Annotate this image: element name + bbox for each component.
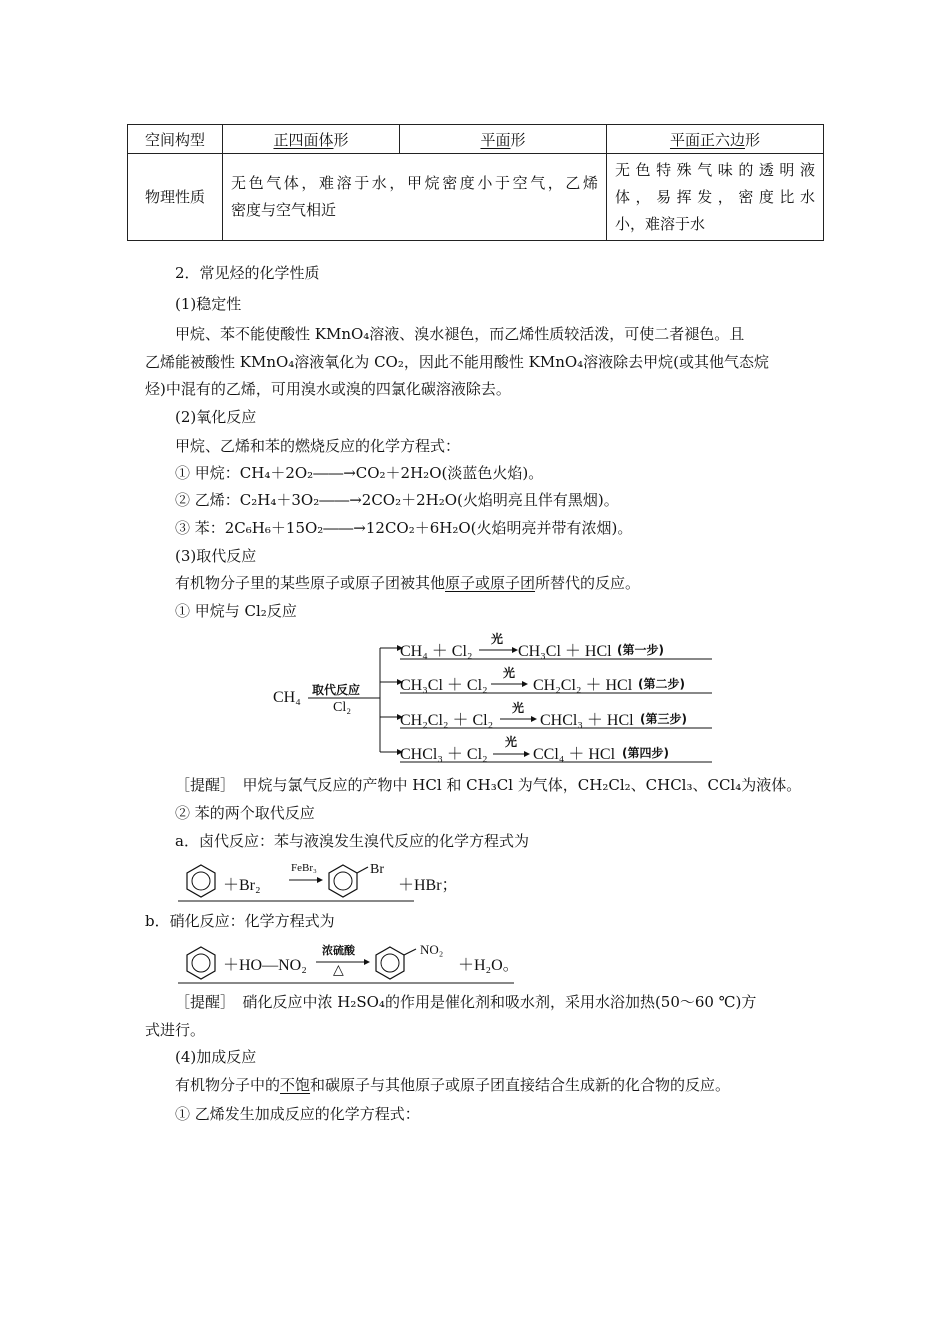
step-rhs: CCl₄ ＋ HCl (533, 746, 616, 763)
equation-benzene: ③ 苯：2C₆H₆＋15O₂――→12CO₂＋6H₂O(火焰明亮并带有浓烟)。 (175, 519, 633, 537)
light-condition: 光 (491, 632, 504, 646)
hydrocarbon-property-table (127, 124, 824, 241)
tip: ［提醒］ 甲烷与氯气反应的产物中 HCl 和 CH₃Cl 为气体，CH₂Cl₂、CHCl₃、CCl₄为液体。 (175, 776, 802, 794)
list-item: ① 甲烷与 Cl₂反应 (175, 602, 297, 620)
step-rhs: CH₃Cl ＋ HCl (518, 643, 612, 660)
catalyst-label: 浓硫酸 (322, 944, 355, 957)
subsection-title: (3)取代反应 (175, 547, 257, 565)
list-item: ② 苯的两个取代反应 (175, 804, 315, 822)
list-item: ① 乙烯发生加成反应的化学方程式： (175, 1105, 420, 1123)
subsection-title: (4)加成反应 (175, 1048, 257, 1066)
table-row (128, 154, 824, 241)
benzene-ring-icon (187, 865, 215, 897)
step-lhs: CH₄ ＋ Cl₂ (400, 643, 473, 660)
step-lhs: CH₃Cl ＋ Cl₂ (400, 677, 488, 694)
scheme-condition-top: 取代反应 (312, 683, 361, 697)
paragraph-line: 甲烷、乙烯和苯的燃烧反应的化学方程式： (175, 437, 461, 455)
subsection-title: (2)氧化反应 (175, 408, 257, 426)
light-condition: 光 (503, 666, 516, 680)
step-lhs: CHCl₃ ＋ Cl₂ (400, 746, 488, 763)
table-row-header: 空间构型 (128, 125, 223, 154)
methane-shape: 正四面体 (273, 130, 334, 149)
step-label: (第二步) (638, 677, 685, 691)
step-label: (第三步) (640, 712, 687, 726)
paragraph-line: 有机物分子中的不饱和碳原子与其他原子或原子团直接结合生成新的化合物的反应。 (175, 1076, 731, 1094)
tip: 式进行。 (145, 1021, 206, 1039)
step-rhs: CH₂Cl₂ ＋ HCl (533, 677, 633, 694)
bromobenzene-ring-icon (329, 865, 368, 897)
table-row-header: 物理性质 (128, 154, 223, 241)
benzene-shape: 平面正六边 (669, 130, 745, 149)
paragraph-line: 烃)中混有的乙烯，可用溴水或溴的四氯化碳溶液除去。 (145, 380, 511, 398)
list-item: a．卤代反应：苯与液溴发生溴代反应的化学方程式为 (175, 832, 529, 850)
table-cell: 正四面体形 (223, 125, 400, 154)
table-cell: 平面形 (400, 125, 607, 154)
table-cell: 平面正六边形 (607, 125, 824, 154)
scheme-start: CH₄ (273, 689, 301, 706)
heat-symbol: △ (333, 963, 344, 978)
tip: ［提醒］ 硝化反应中浓 H₂SO₄的作用是催化剂和吸水剂，采用水浴加热(50～60 ℃)方 (175, 993, 757, 1011)
light-condition: 光 (512, 701, 525, 715)
section-title: 2．常见烃的化学性质 (175, 264, 320, 282)
step-rhs: CHCl₃ ＋ HCl (540, 712, 634, 729)
paragraph-line: 有机物分子里的某些原子或原子团被其他原子或原子团所替代的反应。 (175, 574, 641, 592)
step-label: (第一步) (617, 643, 664, 657)
catalyst-label: FeBr₃ (291, 862, 317, 874)
equation-ethylene: ② 乙烯：C₂H₄＋3O₂――→2CO₂＋2H₂O(火焰明亮且伴有黑烟)。 (175, 491, 619, 509)
subsection-title: (1)稳定性 (175, 295, 242, 313)
table-row (128, 125, 824, 154)
scheme-condition-bottom: Cl₂ (333, 700, 352, 715)
equation-methane: ① 甲烷：CH₄＋2O₂――→CO₂＋2H₂O(淡蓝色火焰)。 (175, 464, 544, 482)
step-label: (第四步) (622, 746, 669, 760)
benzene-ring-icon (187, 947, 215, 979)
light-condition: 光 (505, 735, 518, 749)
list-item: b．硝化反应：化学方程式为 (145, 912, 335, 930)
table-cell: 无色气体，难溶于水，甲烷密度小于空气，乙烯 密度与空气相近 (223, 154, 607, 241)
nitrobenzene-ring-icon (376, 947, 416, 979)
ethylene-shape: 平面 (480, 130, 511, 149)
paragraph-line: 乙烯能被酸性 KMnO₄溶液氧化为 CO₂，因此不能用酸性 KMnO₄溶液除去甲烷(或其他气态烷 (145, 353, 770, 371)
table-cell: 无色特殊气味的透明液 体，易挥发，密度比水 小，难溶于水 (607, 154, 824, 241)
step-lhs: CH₂Cl₂ ＋ Cl₂ (400, 712, 494, 729)
paragraph-line: 甲烷、苯不能使酸性 KMnO₄溶液、溴水褪色，而乙烯性质较活泼，可使二者褪色。且 (175, 325, 745, 343)
